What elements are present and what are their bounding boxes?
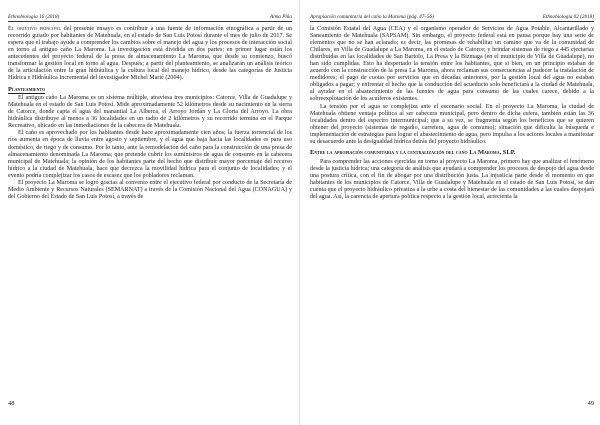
intro-lead: El objetivo principal [8,26,61,32]
section-heading-planteamiento: Planteamiento [8,85,46,93]
article-title: Apropiación comunitaria del caño la Maroma (pág. 47–56) [310,14,434,20]
journal-title: Ethnobiología 02 (2018) [542,14,594,20]
body-paragraph: la Comisión Estatal del Agua (CEA) y el organismo operador de Servicios de Agua Potable, Alcantarillado y Saneamiento de Matehuala (SAPSAM). Sin embargo, el proyecto federal está en pausa porque hay una serie de elementos que no se han aclarado; es decir, las promesas de rehabilitar un camino que va de la comunidad de Chilares, en Villa de Guadalupe a La Maroma, en el estado de Catorce; y brindar sistemas de riego a 445 ejectarias distribuidas en las localidades de San Bartolo, La Presa y la Bizmaga (en el municipio de Villa de Guadalupe), no han sido cumplidas. Esto ha despertado la tensión entre los habitantes, que si bien, en un principio estaban de acuerdo con la construcción de la presa La Maroma, ahora reclaman sus consecuencias al padecer la instalación de medidores; el pago de cuotas por servicios que en décadas anteriores, por la gestión local del agua no estaban obligados a pagar; y enfrentar el hecho que la conducción del acueducto solo beneficiará a la ciudad de Matehuala, al ayudar en el abastecimiento de las fuentes de agua para consumo de las cuales carece, debido a la sobreexplotación de los acuíferos existentes. [310,26,594,103]
left-page-body [8,26,292,201]
journal-title: Ethnobiología 16 (2018) [8,14,60,20]
header-rule [8,21,292,22]
body-paragraph: La tensión por el agua se complejiza ante el escenario social. En el proyecto La Maroma, la ciudad de Matehuala obtiene ventaja política al ser cabecera municipal, pero dentro de dicha esfera, también están las 36 localidades dentro del espectro intermunicipal; que a su vez, se fragmenta según los beneficios que se quieren obtener del proyecto (sistemas de regadío, carretera, agua de consumo); situación que dificulta la búsqueda e implementación de estrategias para lograr el abastecimiento de agua, pero impulsa a los actores locales a manifestar su desacuerdo ante la desigualdad hídrica detrás del proyecto hidráulico. [310,103,594,145]
right-page [310,0,594,425]
intro-text: del presente ensayo es contribuir a una fuente de información etnográfica a partir de un recorrido guiado por habitantes de Matehuala, en el estado de San Luis Potosí durante el mes de julio de 2017. Se espera que el trabajo ayude a comprender los cambios sobre el manejo del agua y los procesos de interacción social en torno al antiguo caño La Maroma. La investigación está dividida en dos partes; en primer lugar están los antecedentes del proyecto federal de la presa de almacenamiento La Maroma, que desde su comienzo, buscó transformar la gestión local en torno al agua. Después; a partir del planteamiento, se analizarán un análisis teórico de la articulación entre la gran hidráulica y la cultura local del manejo hídrico, desde las categorías de Justicia Hídrica e Hidráulica Incremental del investigador Michel Marié (2004). [8,26,292,82]
right-page-body [310,26,594,201]
author-name: Alma Piña [269,14,292,20]
section-heading-apropiacion: Entre la apropiación comunitaria y la centralización del caño La Maroma, SLP. [310,149,516,157]
intro-paragraph [8,26,292,82]
left-page [8,0,292,425]
header-rule [310,21,594,22]
body-paragraph: El antiguo caño La Maroma es un sistema múltiple, atraviesa tres municipios: Catorce, Villa de Guadalupe y Matehuala en el estado de San Luis Potosí. Mide aproximadamente 52 kilómetros desde su nacimiento en la sierra de Catorce, donde capta el agua del manantial La Alberca, el Arroyo Jordán y La Gloria del Arroyo. La obra hidráulica distribuye al menos a 36 localidades en un radio de 2 kilómetros y su recorrido termina en el Parque Recreativo, ubicado en las inmediaciones de la cabecera de Matehuala. [8,95,292,130]
gutter [299,0,300,425]
body-paragraph: El caño es aprovechado por los habitantes desde hace aproximadamente cien años; la fuerza torrencial de los ríos aumenta en época de lluvia entre agosto y septiembre, y el agua que baja hacia las localidades es para uso doméstico, de riego y de consumo. Por lo tanto, ante la remodelación del caño para la construcción de una presa de almacenamiento denominada La Maroma; que pretende cubrir los suministros de agua de consumo en la cabecera municipal de Matehuala; la opinión de los habitantes parte del hecho que distribuir mayor porcentaje del recurso hídrico a la ciudad de Matehuala, hace que decrezca la movilidad hídrica para el conjunto de localidades; y el evento podría complejizar los casos de escasez que los pobladores reclaman. [8,130,292,179]
body-paragraph: Para comprender las acciones ejercidas en torno al proyecto La Maroma, primero hay que analizar el fenómeno desde la justicia hídrica; una categoría de análisis que ayudará a comprender los procesos de despojo del agua desde una postura crítica, con el fin de abogar por una distribución justa. La injusticia parte desde el momento en que habitantes de los municipios de Catorce, Villa de Guadalupe y Matehuala en el estado de San Luis Potosí, se dan cuenta que el proyecto hidráulico privatiza a la urbe a costa del bienestar de las comunidades a las cuales despojará del agua. Así, la carencia de apertura política respecto a la gestión local, acrecienta la [310,158,594,200]
page-number: 49 [587,400,594,407]
page-number: 48 [8,400,15,407]
body-paragraph: El proyecto La Maroma se logró gracias al convenio entre el ejecutivo federal por conducto de la Secretaría de Medio Ambiente y Recursos Naturales (SEMARNAT) a través de la Comisión Nacional del Agua (CONAGUA) y del Gobierno del Estado de San Luis Potosí, a través de [8,179,292,200]
